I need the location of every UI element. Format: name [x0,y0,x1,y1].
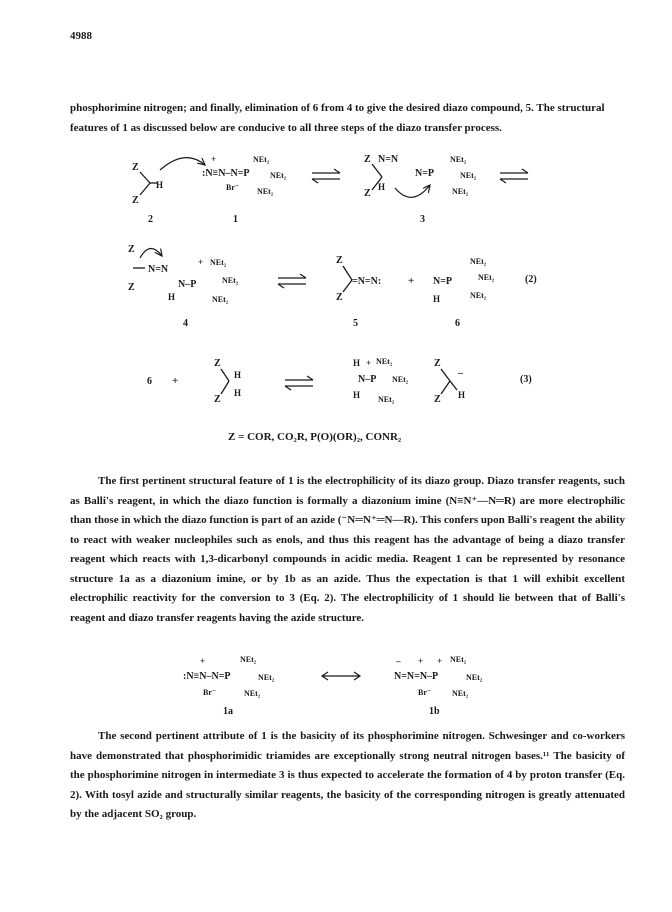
plus-sign: + [408,275,415,287]
z-label: Z [214,358,221,369]
z-label: Z [434,358,441,369]
net2-label: NEt₂ [378,395,395,404]
structure-1a [183,655,275,717]
h-label: H [168,292,176,302]
net2-label: NEt₂ [452,689,469,698]
z-label: Z [132,195,139,206]
plus-charge: + [198,257,204,267]
structure-4 [128,244,239,329]
h-label: H [234,388,242,398]
equilibrium-arrow [500,169,528,183]
plus-charge: + [211,154,217,164]
h-label: H [353,358,361,368]
z-label: Z [336,292,343,303]
structure-1b [394,655,483,717]
structure-2 [132,158,205,225]
net2-label: NEt₂ [470,257,487,266]
resonance-scheme [0,652,672,718]
net2-label: NEt₂ [210,258,227,267]
z-label: Z [336,255,343,266]
h-label: H [378,182,386,192]
intro-line-1: phosphorimine nitrogen; and finally, elimination of 6 from 4 to give the desired diazo compound, 5. The structural [70,102,605,114]
net2-label: NEt₂ [222,276,239,285]
label-1: 1 [233,214,238,225]
bromide-label: Br⁻ [226,183,240,192]
net2-label: NEt₂ [244,689,261,698]
reagent-1-core: :N≡N–N=P [202,168,250,179]
net2-label: NEt₂ [478,273,495,282]
label-3: 3 [420,214,425,225]
net2-label: NEt₂ [466,673,483,682]
plus-charge: + [418,656,424,666]
net2-label: NEt₂ [392,375,409,384]
equation-3 [147,357,532,405]
net2-label: NEt₂ [258,673,275,682]
plus-sign: + [172,375,179,387]
label-6: 6 [455,318,460,329]
minus-charge: – [396,656,401,666]
label-2: 2 [148,214,153,225]
net2-label: NEt₂ [470,291,487,300]
phosphonium-core: N–P [358,374,377,385]
h-label: H [353,390,361,400]
structure-3 [364,154,477,225]
label-6: 6 [147,376,152,387]
net2-label: NEt₂ [253,155,270,164]
diazo-5-core: =N=N: [352,276,382,287]
intermediate-4-p: N–P [178,279,197,290]
paragraph-basicity: The second pertinent attribute of 1 is the basicity of its phosphorimine nitrogen. Schwesinger and co-workers have demonstrated that phosphorimidic triamides are exceptionally strong neutral nitrogen bases.¹¹ The basicity of the phosphorimine nitrogen in intermediate 3 is thus expected to accelerate the formation of 4 by proton transfer (Eq. 2). With tosyl azide and structurally similar reagents, the basicity of the corresponding nitrogen is greatly attenuated by the adjacent SO₂ group. [70,730,625,820]
label-1b: 1b [429,706,440,717]
equilibrium-arrow [278,274,306,288]
h-label: H [234,370,242,380]
equation-3-label: (3) [520,374,532,385]
resonance-1b-core: N=N=N–P [394,671,439,682]
structure-5 [336,255,381,329]
equation-2-label: (2) [525,274,537,285]
h-label: H [156,180,164,190]
page-number: 4988 [70,30,92,42]
minus-charge: – [458,368,463,379]
intermediate-3-p: N=P [415,168,435,179]
intermediate-4-core: N=N [148,264,169,275]
z-label: Z [128,282,135,293]
byproduct-6-core: N=P [433,276,453,287]
z-definitions: Z = COR, CO₂R, P(O)(OR)₂, CONR₂ [228,431,402,443]
plus-charge: + [437,656,443,666]
resonance-1a-core: :N≡N–N=P [183,671,231,682]
z-label: Z [214,394,221,405]
plus-charge: + [366,358,372,368]
net2-label: NEt₂ [450,655,467,664]
net2-label: NEt₂ [270,171,287,180]
label-1a: 1a [223,706,233,717]
paragraph-electrophilicity: The first pertinent structural feature of 1 is the electrophilicity of its diazo group. Diazo transfer reagents, such as Balli's reagent, in which the diazo function is formally a diazonium imine (N≡N⁺—N═R) are more electrophilic than those in which the diazo function is part of an azide (⁻N═N⁺═N—R). This confers upon Balli's reagent the ability to react with weaker nucleophiles such as enols, and thus this reagent has the advantage of being a diazo transfer reagent which reacts with 1,3-dicarbonyl compounds in acidic media. Reagent 1 can be represented by resonance structure 1a as a diazonium imine, or by 1b as an azide. Thus the expectation is that 1 will exhibit excellent electrophilic reactivity for the conversion to 3 (Eq. 2). The electrophilicity of 1 should lie between that of Balli's reagent and diazo transfer reagents having the azide structure. [70,475,625,624]
z-label: Z [128,244,135,255]
net2-label: NEt₂ [452,187,469,196]
net2-label: NEt₂ [460,171,477,180]
bromide-label: Br⁻ [203,688,217,697]
net2-label: NEt₂ [376,357,393,366]
z-label: Z [364,188,371,199]
reaction-scheme [0,140,672,470]
intro-paragraph [70,99,625,138]
net2-label: NEt₂ [240,655,257,664]
z-label: Z [434,394,441,405]
z-label: Z [132,162,139,173]
bromide-label: Br⁻ [418,688,432,697]
z-label: Z [364,154,371,165]
label-5: 5 [353,318,358,329]
intro-line-2: features of 1 as discussed below are conducive to all three steps of the diazo transfer process. [70,121,502,134]
h-label: H [458,390,466,400]
resonance-arrow [322,672,360,680]
structure-1 [202,154,287,225]
plus-charge: + [200,656,206,666]
net2-label: NEt₂ [257,187,274,196]
equilibrium-arrow [312,169,340,183]
h-label: H [433,294,441,304]
intermediate-3-core: N=N [378,154,399,165]
structure-6 [433,257,495,329]
net2-label: NEt₂ [212,295,229,304]
label-4: 4 [183,318,188,329]
net2-label: NEt₂ [450,155,467,164]
